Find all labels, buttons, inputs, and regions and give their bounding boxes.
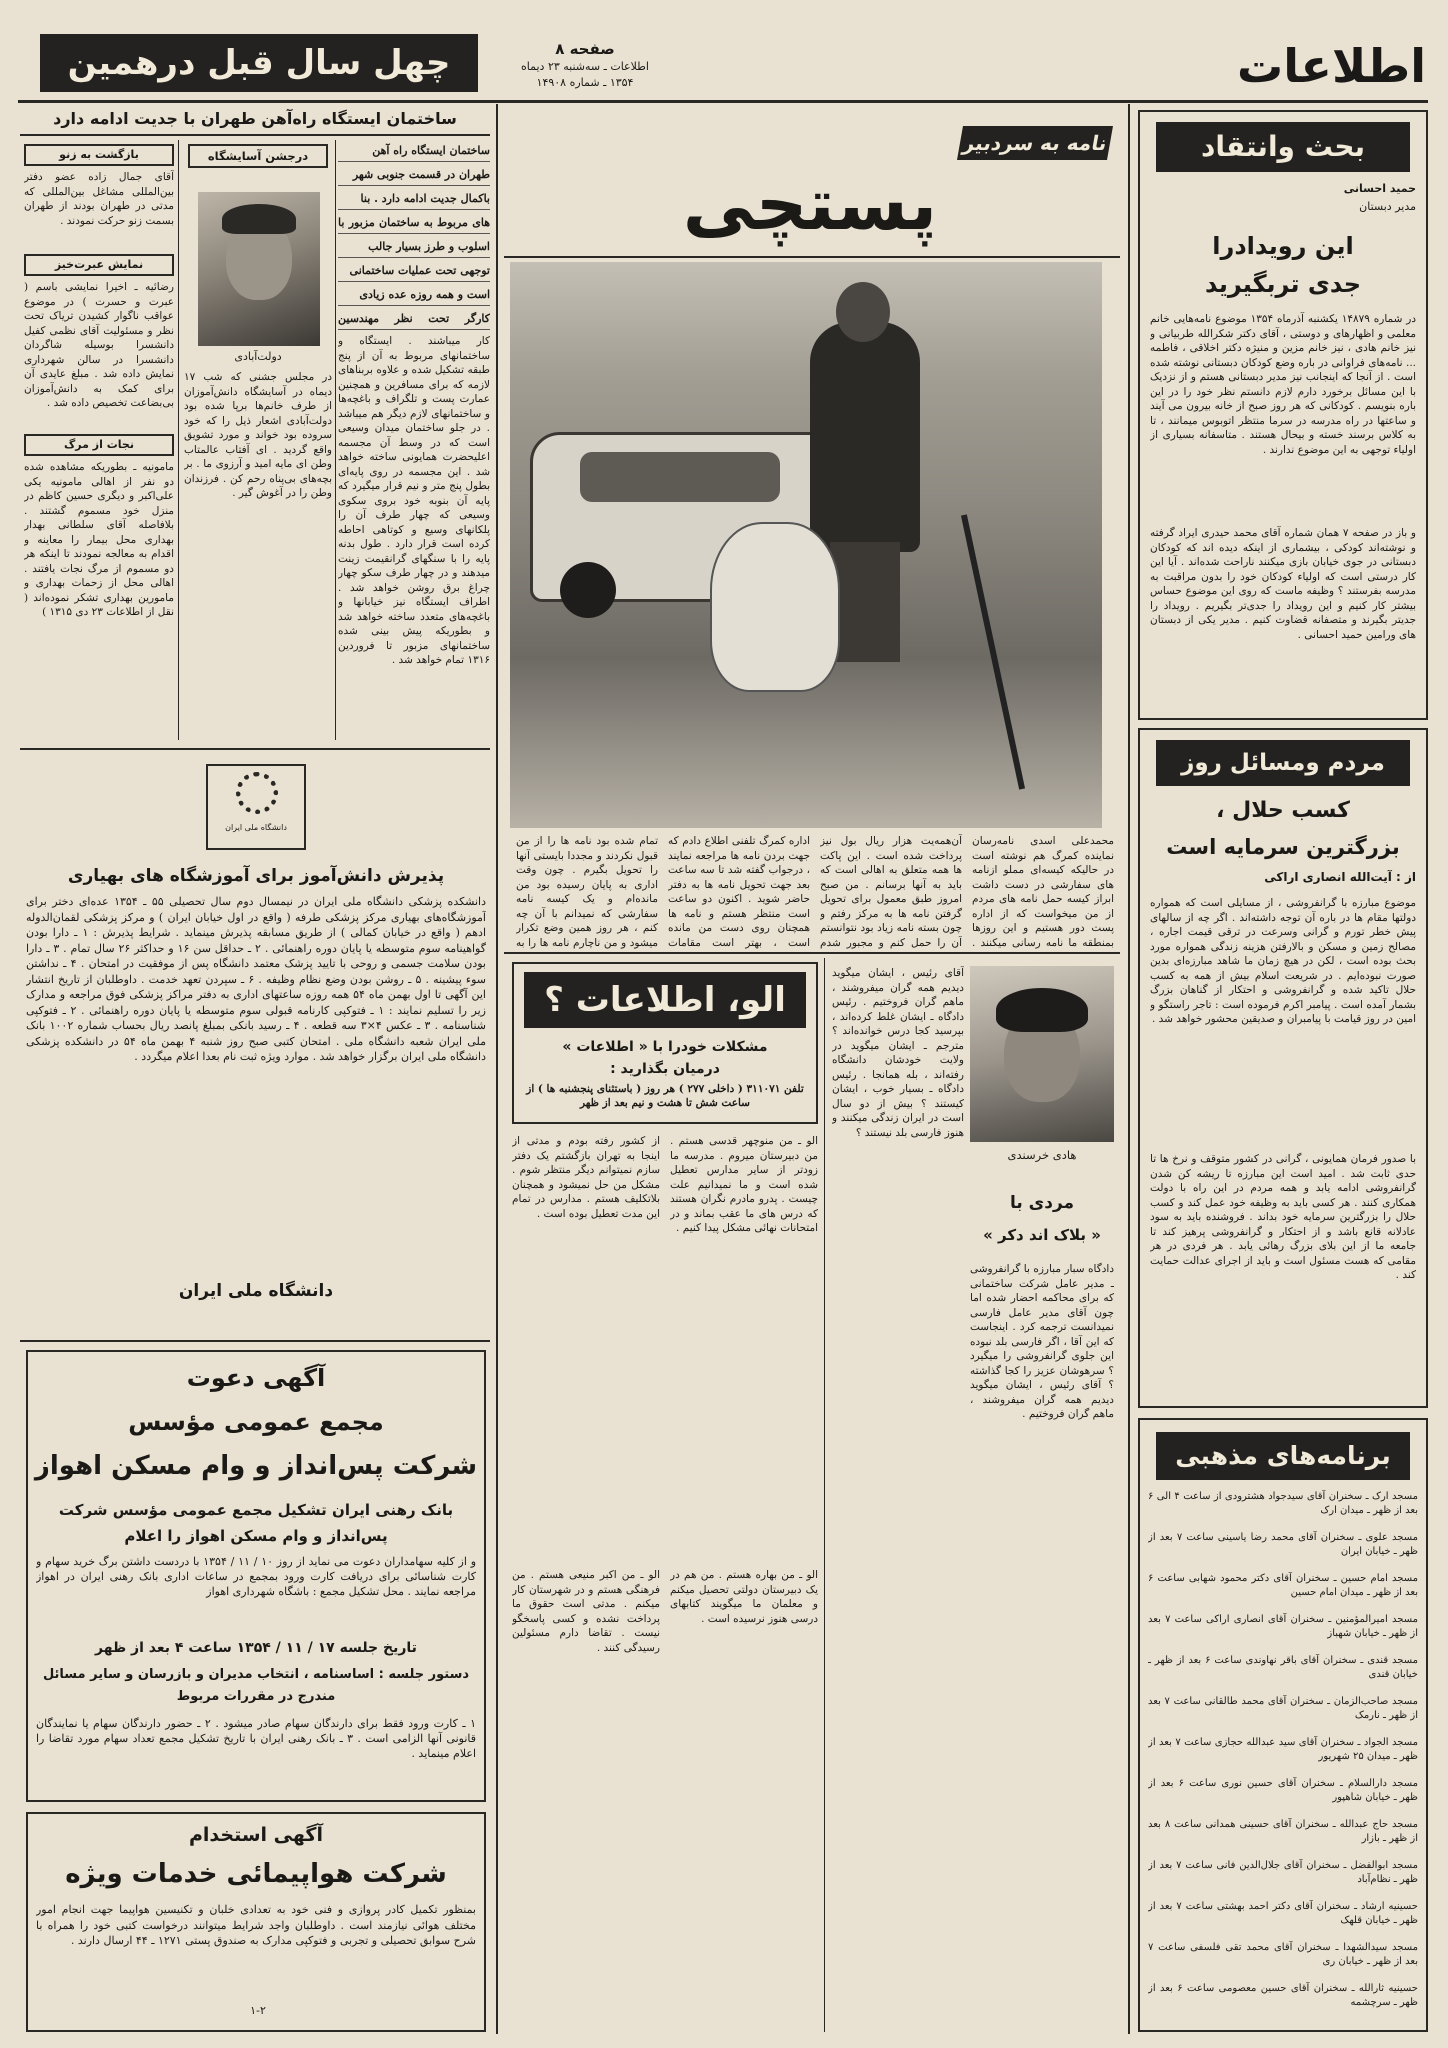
logo-caption: دانشگاه ملی ایران <box>225 823 287 832</box>
photo-man-head <box>836 282 890 342</box>
alo-box <box>512 962 818 1124</box>
employment-ref: ۱-۲ <box>250 2004 266 2017</box>
barname-item: مسجد امیرالمؤمنین ـ سخنران آقای انصاری اراکی ساعت ۷ بعد از ظهر ـ خیابان شهباز <box>1148 1614 1418 1639</box>
railway-line: ساختمان ایستگاه راه آهن <box>338 140 490 162</box>
invitation-line4: پس‌انداز و وام مسکن اهواز را اعلام <box>124 1527 388 1545</box>
bahs-section <box>1138 110 1428 720</box>
railway-line: باکمال جدیت ادامه دارد . بنا <box>338 188 490 210</box>
khasandi-section <box>828 958 1120 2034</box>
masthead-rule <box>18 100 1428 103</box>
barname-item: حسینیه ارشاد ـ سخنران آقای دکتر احمد بهشتی ساعت ۷ بعد از ظهر ـ خیابان قلهک <box>1148 1901 1418 1926</box>
mardom-section <box>1138 728 1428 1408</box>
barname-item: مسجد قندی ـ سخنران آقای باقر نهاوندی ساعت ۶ بعد از ظهر ـ خیابان قندی <box>1148 1655 1418 1680</box>
invitation-title: آگهی دعوت <box>186 1364 326 1392</box>
jashn-title: درجشن آسایشگاه <box>188 144 328 168</box>
barname-item: مسجد علوی ـ سخنران آقای محمد رضا یاسینی ساعت ۷ بعد از ظهر ـ خیابان ایران <box>1148 1532 1418 1557</box>
letter-kicker: نامه به سردبیر <box>957 126 1113 160</box>
photo-barrier <box>961 514 1025 789</box>
railway-headline: ساختمان ایستگاه راه‌آهن طهران با جدیت ادامه دارد <box>53 109 457 128</box>
employment-company: شرکت هواپیمائی خدمات ویژه <box>65 1859 447 1889</box>
khasandi-title1: مردی با <box>1009 1193 1075 1213</box>
employment-body: بمنظور تکمیل کادر پروازی و فنی خود به تعدادی خلبان و تکنیسین هواپیما جهت انجام امور مختلف هوائی نیازمند است . داوطلبان واجد شرایط میتوانند درخواست کتبی خود را همراه با شرح سوابق تحصیلی و تجربی و فتوکپی مدارک به صندوق پستی ۱۲۷۱ ـ ۴۴ ارسال دارند . <box>36 1903 476 1947</box>
alo-body-b: الو ـ من منوچهر قدسی هستم . من دبیرستان میروم . مدرسه ما زودتر از سایر مدارس تعطیل شده است و ما نمیدانیم علت چیست . پدرو مادرم نگران هستند که درس های ما عقب بماند و در امتحانات نهائی مشکل پیدا کنیم . <box>670 1135 818 1234</box>
center-section-rule <box>504 952 1120 954</box>
rescue-body: مامونیه ـ بطوریکه مشاهده شده دو نفر از اهالی مامونیه یکی علی‌اکبر و دیگری حسین کاظم در منزل خود مسموم گشتند . بلافاصله آقای سلطانی بهدار بهداری محل بیمار را معاینه و اقدام به معالجه نمودند تا اینکه هر دو مسموم از مرگ نجات یافتند . اهالی محل از زحمات بهداری و مامورین بهداری تشکر نموده‌اند ( نقل از اطلاعات ۲۳ دی ۱۳۱۵ ) <box>24 461 174 618</box>
railway-line: اسلوب و طرز بسیار جالب <box>338 236 490 258</box>
alo-body-c: الو ـ من اکبر منیعی هستم . من فرهنگی هستم و در شهرستان کار میکنم . مدتی است حقوق ما پرداخت نشده و کسی پاسخگو نیست . تقاضا دارم مسئولین رسیدگی کنند . <box>512 1569 660 1654</box>
poet-caption: دولت‌آبادی <box>234 350 282 363</box>
mailman-photo <box>510 262 1102 828</box>
center-inner-rule <box>824 958 825 2032</box>
column-rule-right <box>1128 104 1130 2034</box>
mardom-headline1: کسب حلال ، <box>1216 798 1350 823</box>
invitation-line1: مجمع عمومی مؤسس <box>128 1408 384 1436</box>
invitation-date: تاریخ جلسه ۱۷ / ۱۱ / ۱۳۵۴ ساعت ۴ بعد از ظهر <box>95 1640 417 1656</box>
barname-item: مسجد ارک ـ سخنران آقای سیدجواد هشترودی از ساعت ۴ الی ۶ بعد از ظهر ـ میدان ارک <box>1148 1491 1418 1516</box>
mardom-headline2: بزرگترین سرمایه است <box>1166 835 1400 859</box>
letter-col-2: آن‌همه‌یت هزار ریال بول نیز پرداخت شده است . این پاکت ها همه متعلق به اهالی است که باید به آنها برسانم . من صبح امروز طبق معمول برای تحویل گرفتن نامه ها به مرکز رفتم و چون بسته نامه زیاد بود نتوانستم آن را حمل کنم و مجبور شدم <box>820 835 962 949</box>
khasandi-caption: هادی خرسندی <box>1007 1148 1077 1162</box>
barname-item: مسجد الجواد ـ سخنران آقای سید عبدالله حجازی ساعت ۷ بعد از ظهر ـ میدان ۲۵ شهریور <box>1148 1737 1418 1762</box>
portrait-hair-shape <box>222 204 296 234</box>
logo-flower-icon <box>236 772 278 814</box>
bahs-body2: و باز در صفحه ۷ همان شماره آقای محمد حیدری ایراد گرفته و نوشته‌اند کودکی ، بیشماری از اینکه دیده اند که کودکان دبستانی در جوی خیابان بازی میکنند ناراحت شده‌اند . آیا این کار درستی است که اولیاء کودکان خود را بدون مراقبت به مدرسه بفرستند ؟ وظیفه ماست که روی این موضوع حساس بیشتر کار کنیم و این رویداد را جدی‌تر بگیریم . رویداد را جدیتر بگیرند و متصفانه قضاوت کنیم . مدیر یکی از دبستان های ورامین حمید احسانی . <box>1150 527 1416 641</box>
admission-title: پذیرش دانش‌آموز برای آموزشگاه های بهیاری <box>67 866 445 886</box>
barname-item: مسجد دارالسلام ـ سخنران آقای حسین نوری ساعت ۶ بعد از ظهر ـ خیابان شاهپور <box>1148 1778 1418 1803</box>
portrait-hair-shape <box>996 988 1088 1032</box>
barname-title: برنامه‌های مذهبی <box>1156 1432 1410 1480</box>
alo-phones: تلفن ۳۱۱۰۷۱ ( داخلی ۲۷۷ ) هر روز ( باستثنای پنجشنبه ها ) از ساعت شش تا هشت و نیم بعد از ظهر <box>526 1083 804 1109</box>
mardom-body2: با صدور فرمان همایونی ، گرانی در کشور متوقف و نرخ ها تا حدی ثابت شد . امید است این مبارزه تا ریشه کن شدن گرانفروشی ادامه یابد و همه مردم در این راه با دولت همکاری کنند . هر کسی باید به وظیفه خود عمل کند و کسب حلال را بزرگترین سرمایه خود بداند . فروشنده باید به سود عادلانه قانع باشد و از احتکار و گرانفروشی پرهیز کند تا جامعه ما از این بلای بزرگ رهائی یابد . هر فردی در هر مقامی که هست مسئول است و باید از اجرای عدالت حمایت کند . <box>1150 1153 1416 1281</box>
barname-item: مسجد ابوالفضل ـ سخنران آقای جلال‌الدین فانی ساعت ۷ بعد از ظهر ـ نظام‌آباد <box>1148 1860 1418 1885</box>
admission-ad <box>26 756 486 1316</box>
alo-subtitle2: درمیان بگذارید : <box>610 1061 720 1077</box>
invitation-line2: شرکت پس‌انداز و وام مسکن اهواز <box>34 1451 478 1481</box>
jashn-body: در مجلس جشنی که شب ۱۷ دیماه در آسایشگاه دانش‌آموزان از طرف خانم‌ها برپا شده بود دولت‌آبادی اشعار ذیل را که خود سروده بود خواند و مورد تشویق واقع گردید . ای آفتاب عالمتاب وطن ای مایه امید و آرزوی ما . بر بچه‌های بی‌پناه رحم کن . فرزندان وطن را در آغوش گیر . <box>184 371 332 499</box>
photo-man-legs <box>830 542 900 662</box>
poet-photo <box>198 192 320 346</box>
left-section-rule <box>20 748 490 750</box>
bahs-body: در شماره ۱۴۸۷۹ یکشنبه آذرماه ۱۳۵۴ موضوع نامه‌هایی خانم معلمی و اظهارهای و دوستی ، آقای دکتر شکرالله طربیانی و نیز خانم هادی ، نیز خانم مزین و منیژه دکتر اخلاقی ، فاطمه ... نامه‌های فراوانی در باره وضع کودکان دبستانی نوشته شده است . از آنجا که اینجانب نیز مدیر دبستانی هستم و از نزدیک با این مسائل برخورد دارم لازم دانستم نظر خود را در این باره بنویسم . کودکانی که هر روز صبح از خانه بیرون می آیند و ساعتها در راه مدرسه در سرما منتظر اتوبوس میمانند ، تا به کلاس برسند خسته و بیحال هستند . متاسفانه بسیاری از اولیاء توجهی به این موضوع ندارند . <box>1150 313 1416 456</box>
invitation-agenda: دستور جلسه : اساسنامه ، انتخاب مدیران و بازرسان و سایر مسائل مندرج در مقررات مربوط <box>42 1667 470 1704</box>
masthead <box>0 0 1448 108</box>
barname-list <box>1148 1490 1418 2026</box>
bahs-headline2: جدی تربگیرید <box>1204 270 1362 298</box>
section-title: اطلاعات <box>1237 39 1426 93</box>
barname-item: حسینیه ثارالله ـ سخنران آقای حسین معصومی ساعت ۶ بعد از ظهر ـ سرچشمه <box>1148 1983 1418 2008</box>
photo-car-wheel <box>560 562 616 618</box>
admission-signature: دانشگاه ملی ایران <box>178 1281 334 1301</box>
issue-number: ۱۳۵۴ ـ شماره ۱۴۹۰۸ <box>536 76 634 89</box>
railway-line: های مربوط به ساختمان مزبور با <box>338 212 490 234</box>
khasandi-photo <box>970 966 1114 1142</box>
alo-body-a: از کشور رفته بودم و مدتی از اینجا به تهران بازگشتم یک دفتر سازم نمیتوانم دیگر منتظر شوم . مشکل من حل نمیشود و همچنان بلاتکلیف هستم . مدارس در تمام این مدت تعطیل بوده است . <box>512 1135 660 1220</box>
forty-years-banner: چهل سال قبل درهمین <box>40 34 478 92</box>
invitation-line3: بانک رهنی ایران تشکیل مجمع عمومی مؤسس شرکت <box>58 1501 454 1519</box>
railway-line: کارگر تحت نظر مهندسین <box>338 308 490 330</box>
photo-car-window <box>580 452 780 502</box>
invitation-notes: ۱ ـ کارت ورود فقط برای دارندگان سهام صادر میشود . ۲ ـ حضور دارندگان سهام یا نمایندگان قانونی آنها الزامی است . ۳ ـ بانک رهنی ایران با تاریخ تشکیل مجمع تعداد سهام مورد تقاضا را اعلام مینماید . <box>36 1717 476 1760</box>
photo-man-body <box>810 322 920 552</box>
bahs-title: بحث وانتقاد <box>1156 122 1410 172</box>
barname-item: مسجد حاج عبدالله ـ سخنران آقای حسینی همدانی ساعت ۸ بعد از ظهر ـ بازار <box>1148 1819 1418 1844</box>
forty-years-section <box>20 104 490 754</box>
barname-section <box>1138 1418 1428 2032</box>
alo-body-d: الو ـ من بهاره هستم . من هم در یک دبیرستان دولتی تحصیل میکنم و معلمان ما میگویند کتابهای درسی هنوز نرسیده است . <box>670 1569 818 1625</box>
khasandi-col-right: دادگاه سبار مبارزه با گرانفروشی ـ مدیر عامل شرکت ساختمانی که برای محاکمه احضار شده اما چون آقای مدیر عامل فارسی نمیدانست ترجمه کرد . اینجاست که این آقا ، اگر فارسی بلد نبوده این جلوی گرانفروشی را میگیرد ؟ سرهوشان عزیز را کجا گذاشته ؟ آقای رئیس ، ایشان میگوید دیدیم همه گران میفروشند ، ماهم گران فروختیم . <box>970 1263 1114 1420</box>
railway-line: توجهی تحت عملیات ساختمانی <box>338 260 490 282</box>
left-section-rule <box>20 1340 490 1342</box>
mardom-body: موضوع مبارزه با گرانفروشی ، از مسایلی است که همواره دولتها مقام ها در باره آن توجه داشته‌اند . اگر چه از سالهای پیش خطر تورم و گرانی وسرعت در ترقی قیمت اجاره ، مصالح زمین و مسکن و بالارفتن هزینه زندگی همواره مورد بحث بوده است ، لکن در هیچ زمان ما شاهد مبارزه‌ای بدین صورت نبوده‌ایم . در شریعت اسلام بیش از همه به کسب حلال تاکید شده و گرانفروشی و احتکار از گناهان بزرگ بشمار آمده است . پیامبر اکرم فرموده است : تاجر راستگو و امین در روز قیامت با پیامبران و صدیقین محشور خواهد شد . <box>1150 897 1416 1025</box>
khasandi-col-left: آقای رئیس ، ایشان میگوید دیدیم همه گران میفروشند ، ماهم گران فروختیم . رئیس دادگاه ـ ایشان غلط کرده‌اند ، بپرسید کجا درس خوانده‌اند ؟ مترجم ـ ایشان میگوید در ولایت خودشان دانشگاه رفته‌اند ، بله همانجا . رئیس دادگاه ـ بسیار خوب ، ایشان کیستند ؟ بیش از دو سال است در ایران زندگی میکنند و هنوز فارسی بلد نیستند ؟ <box>832 967 964 1139</box>
letter-col-4: تمام شده بود نامه ها را از من قبول نکردند و مجددا بایستی آنها را تحویل بگیرم . چون وقت اداری به پایان رسیده بود من مانده‌ام و یک کیسه نامه سفارشی که نمیدانم با آن چه کنم ، هر روز همین وضع تکرار میشود و من ناچارم نامه ها را به <box>516 835 658 949</box>
mardom-title: مردم ومسائل روز <box>1156 740 1410 786</box>
letter-section <box>504 110 1120 952</box>
alo-subtitle1: مشکلات خودرا با « اطلاعات » <box>562 1039 768 1055</box>
university-logo <box>206 764 306 850</box>
railway-body: کار میباشند . ایستگاه و ساختمانهای مربوط به آن از پنج طبقه تشکیل شده و علاوه بربناهای لازمه که برای مسافرین و همچنین عمارت پست و تلگراف و باغچه‌ها و ساختمانهای لازم دیگر هم میباشد . در جلو ساختمان میدان وسیعی است که در وسط آن مجسمه اعلیحضرت همایونی ساخته خواهد شد . این مجسمه در روی پایه‌ای بطول پنج متر و نیم قرار میگیرد که پایه آن بنوبه خود بروی سکوی وسیعی که چهار طرف آن را پلکانهای وسیع و کوتاهی احاطه کرده است قرار دارد . طول بدنه پایه را با سنگهای گرانقیمت زینت میدهند و در چهار طرف سکو چهار چراغ برق روشن خواهد شد . اطراف ایستگاه نیز خیابانها و باغچه‌های متعدد ساخته خواهد شد و بطوریکه پیش بینی شده ساختمانهای مزبور تا فروردین ۱۳۱۶ تمام خواهد شد . <box>338 335 490 666</box>
photo-mail-sack <box>710 522 840 692</box>
exhibit-title: نمایش عبرت‌خیز <box>24 254 174 276</box>
letter-col-1: محمدعلی اسدی نامه‌رسان نماینده کمرگ هم نوشته است در حالیکه کیسه‌ای مملو ازنامه های سفارشی در دست داشت ابراز کیسه حمل نامه های مردم از من میخواست که از اداره پست دور هستیم و این روزها بمنطقه ما نامه رسانی میکنند . <box>972 835 1114 949</box>
page-number: صفحه ۸ <box>555 40 615 58</box>
bahs-author: حمید احسانی <box>1343 182 1416 195</box>
barname-item: مسجد سیدالشهدا ـ سخنران آقای محمد تقی فلسفی ساعت ۷ بعد از ظهر ـ خیابان ری <box>1148 1942 1418 1967</box>
invitation-ad <box>26 1350 486 1802</box>
admission-body: دانشکده پزشکی دانشگاه ملی ایران در نیمسال دوم سال تحصیلی ۵۵ ـ ۱۳۵۴ عده‌ای دختر برای آموزشگاه‌های بهیاری مرکز پزشکی طرفه ( واقع در اول خیابان ایران ) و مرکز پزشکی لقمان‌الدوله ادهم ( واقع در خیابان کمالی ) از طریق مسابقه پذیرش مینماید . شرایط پذیرش : ۱ ـ دارا بودن گواهینامه سوم متوسطه یا پایان دوره راهنمائی . ۲ ـ حداقل سن ۱۶ و حداکثر ۲۶ سال تمام . ۳ ـ دارا بودن سلامت جسمی و روحی با تایید پزشک معتمد دانشگاه پس از موفقیت در امتحان . ۴ ـ نداشتن سوء پیشینه . ۵ ـ روشن بودن وضع نظام وظیفه . ۶ ـ سپردن تعهد خدمت . داوطلبان از تاریخ انتشار این آگهی تا اول بهمن ماه ۵۴ همه روزه ساعتهای اداری به دفتر مراکز پزشکی فوق مراجعه و مدارک زیر را تسلیم نمایند : ۱ ـ فتوکپی کارنامه قبولی سوم متوسطه یا پایان دوره راهنمائی . ۲ ـ فتوکپی شناسنامه . ۳ ـ عکس ۴×۳ سه قطعه . ۴ ـ رسید بانکی بمبلغ پانصد ریال بحساب شماره ۱۰۰۲ بانک ملی ایران شعبه دانشگاه ملی . امتحان کتبی صبح روز شنبه ۴ بهمن ماه ۵۴ در دانشکده پزشکی دانشگاه ملی ایران برگزار خواهد شد . موارد ویژه ثبت نام بعدا اعلام میگردد . <box>26 895 486 1063</box>
issue-date: اطلاعات ـ سه‌شنبه ۲۳ دیماه <box>521 60 649 73</box>
invitation-body: و از کلیه سهامداران دعوت می نماید از روز ۱۰ / ۱۱ / ۱۳۵۴ با دردست داشتن برگ خرید سهام و کارت شناسائی برای دریافت کارت ورود بمجمع در ساعات اداری بانک رهنی ایران در اهواز مراجعه نمایند . محل تشکیل مجمع : باشگاه شهرداری اهواز <box>36 1555 476 1598</box>
barname-item: مسجد امام حسین ـ سخنران آقای دکتر محمود شهابی ساعت ۶ بعد از ظهر ـ میدان امام حسین <box>1148 1573 1418 1598</box>
employment-ad <box>26 1812 486 2032</box>
railway-line: است و همه روزه عده زیادی <box>338 284 490 306</box>
exhibit-body: رضائیه ـ اخیرا نمایشی باسم ( عبرت و حسرت ) در موضوع عواقب ناگوار کشیدن تریاک تحت نظر و مسئولیت آقای نظمی کفیل دانشسرا بوسیله شاگردان دانشسرا در سالن شهرداری نمایش داده شد . مبلغ عایدی آن برای کمک به دانش‌آموزان بی‌بضاعت تخصیص داده شد . <box>24 281 174 409</box>
bahs-role: مدیر دبستان <box>1359 200 1416 213</box>
letter-col-3: اداره کمرگ تلفنی اطلاع دادم که جهت بردن نامه ها مراجعه نمایند ، درجواب گفته شد تا سه ساعت بعد جهت تحویل نامه ها به دفتر حاضر شوید . اکنون دو ساعت است منتظر هستم و نامه ها همچنان روی دست من مانده است ، بهتر است مقامات <box>668 835 810 949</box>
rescue-title: نجات از مرگ <box>24 434 174 456</box>
return-body: آقای جمال زاده عضو دفتر بین‌المللی مشاغل بین‌المللی که مدتی در طهران بودند از طهران بسمت زنو حرکت نمودند . <box>24 171 174 227</box>
column-rule-left <box>496 104 498 2034</box>
alo-section <box>504 958 822 2034</box>
mardom-author: از : آیت‌الله انصاری اراکی <box>1264 870 1416 884</box>
employment-title: آگهی استخدام <box>188 1824 323 1846</box>
khasandi-title2: « بلاک اند دکر » <box>983 1226 1101 1244</box>
letter-headline: پستچی <box>682 162 938 246</box>
bahs-headline1: این رویدادرا <box>1212 232 1354 260</box>
barname-item: مسجد صاحب‌الزمان ـ سخنران آقای محمد طالقانی ساعت ۷ بعد از ظهر ـ نارمک <box>1148 1696 1418 1721</box>
return-title: بازگشت به زنو <box>24 144 174 166</box>
railway-line: طهران در قسمت جنوبی شهر <box>338 164 490 186</box>
alo-title: الو، اطلاعات ؟ <box>524 972 806 1028</box>
